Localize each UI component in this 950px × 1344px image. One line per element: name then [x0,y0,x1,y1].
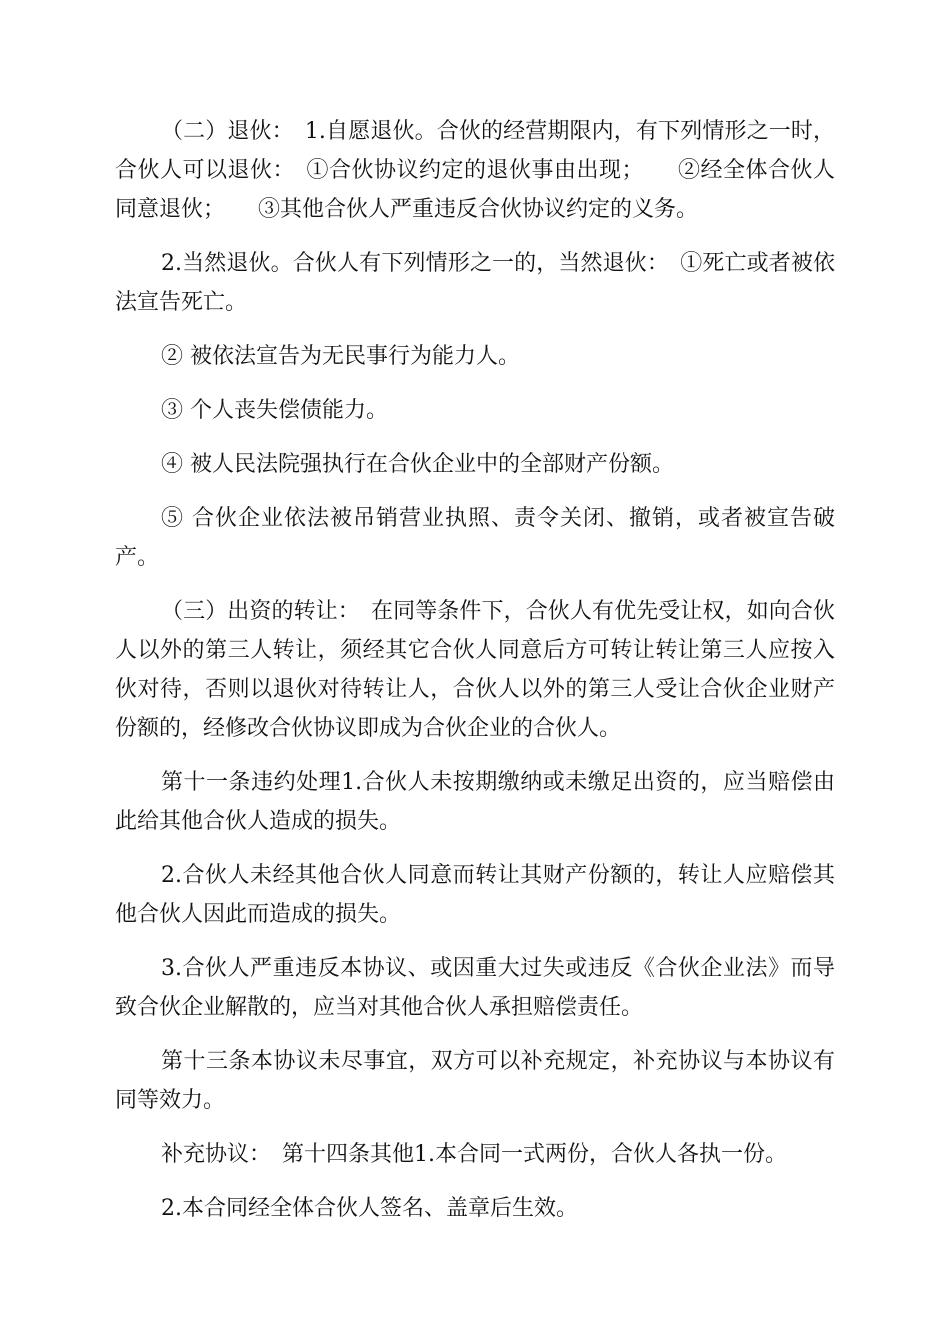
paragraph-article-11-item-2: 2.合伙人未经其他合伙人同意而转让其财产份额的，转让人应赔偿其他合伙人因此而造成的损失。 [115,863,835,927]
paragraph-item-3: ③ 个人丧失偿债能力。 [161,398,388,423]
paragraph-article-14-item-2: 2.本合同经全体合伙人签名、盖章后生效。 [161,1196,578,1221]
paragraph-withdrawal-voluntary: （二）退伙： 1.自愿退伙。合伙的经营期限内，有下列情形之一时，合伙人可以退伙： ①合伙协议约定的退伙事由出现； ②经全体合伙人同意退伙； ③其他合伙人严重违反合伙协议约定的义务。 [115,119,835,222]
paragraph-article-13: 第十三条本协议未尽事宜，双方可以补充规定，补充协议与本协议有同等效力。 [115,1049,835,1113]
paragraph-item-5: ⑤ 合伙企业依法被吊销营业执照、责令关闭、撤销，或者被宣告破产。 [115,506,835,570]
paragraph-article-11: 第十一条违约处理1.合伙人未按期缴纳或未缴足出资的，应当赔偿由此给其他合伙人造成的损失。 [115,770,835,834]
paragraph-item-2: ② 被依法宣告为无民事行为能力人。 [161,344,520,369]
paragraph-withdrawal-automatic: 2.当然退伙。合伙人有下列情形之一的，当然退伙： ①死亡或者被依法宣告死亡。 [115,251,835,315]
paragraph-article-11-item-3: 3.合伙人严重违反本协议、或因重大过失或违反《合伙企业法》而导致合伙企业解散的，应当对其他合伙人承担赔偿责任。 [115,956,835,1020]
paragraph-item-4: ④ 被人民法院强执行在合伙企业中的全部财产份额。 [161,452,674,477]
document-body [115,112,835,1243]
paragraph-capital-transfer: （三）出资的转让： 在同等条件下，合伙人有优先受让权，如向合伙人以外的第三人转让，须经其它合伙人同意后方可转让转让第三人应按入伙对待，否则以退伙对待转让人，合伙人以外的第三人受让合伙企业财产份额的，经修改合伙协议即成为合伙企业的合伙人。 [115,599,835,741]
paragraph-article-14: 补充协议： 第十四条其他1.本合同一式两份，合伙人各执一份。 [161,1142,787,1167]
